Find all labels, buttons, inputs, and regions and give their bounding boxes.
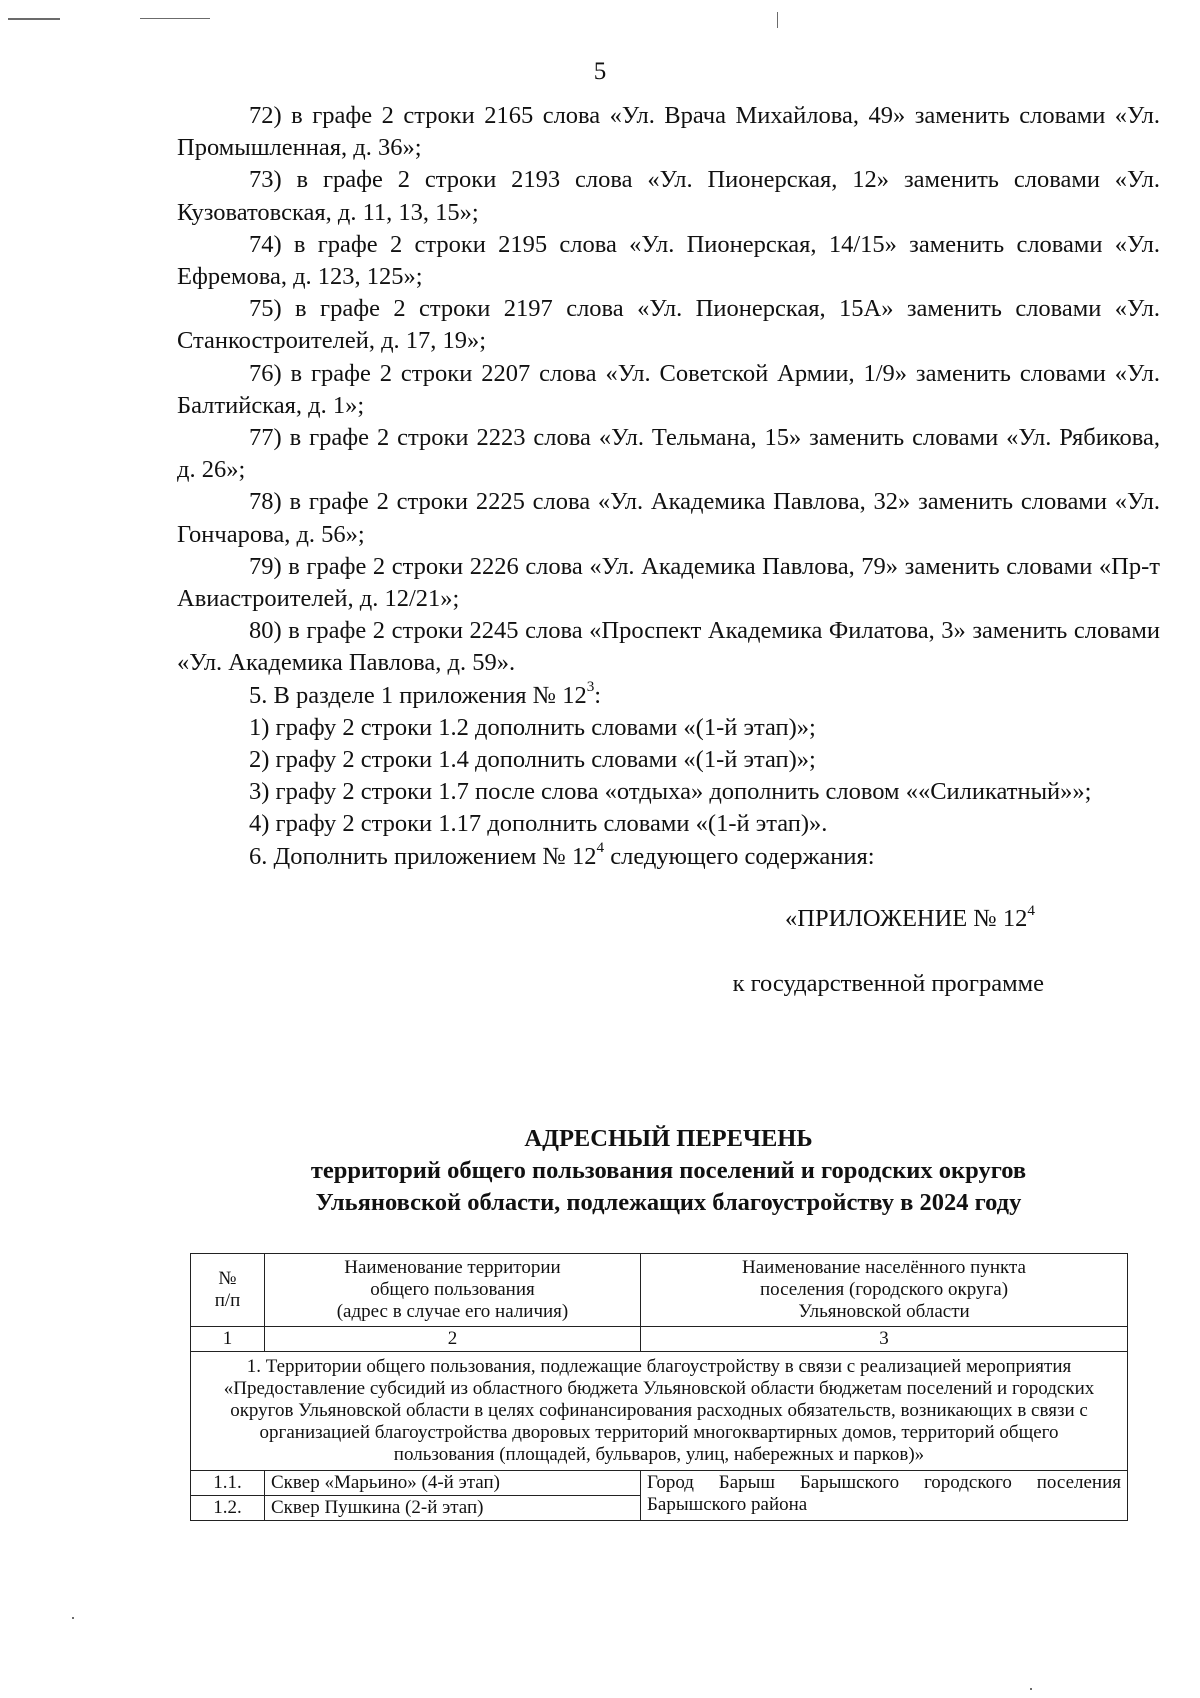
scan-speck [8, 18, 60, 20]
section-6-paragraph [177, 841, 1160, 873]
scan-speck [777, 12, 778, 28]
section-6-superscript: 4 [596, 839, 605, 857]
heading-title: АДРЕСНЫЙ ПЕРЕЧЕНЬ [524, 1125, 813, 1152]
amendment-item-76: 76) в графе 2 строки 2207 слова «Ул. Советской Армии, 1/9» заменить словами «Ул. Балтийская, д. 1»; [177, 359, 1160, 419]
appendix-title-superscript: 4 [1027, 901, 1035, 919]
scan-speck [140, 18, 210, 19]
page-number: 5 [593, 58, 607, 85]
scan-speck [1030, 1688, 1032, 1690]
section-5-superscript: 3 [586, 678, 595, 696]
table-column-numbers-row [191, 1327, 1128, 1352]
appendix-title-text: «ПРИЛОЖЕНИЕ № 12 [785, 905, 1028, 932]
sub-item-1: 1) графу 2 строки 1.2 дополнить словами «(1-й этап)»; [249, 713, 816, 741]
sub-item-4: 4) графу 2 строки 1.17 дополнить словами «(1-й этап)». [249, 810, 828, 838]
amendment-item-79: 79) в графе 2 строки 2226 слова «Ул. Академика Павлова, 79» заменить словами «Пр-т Авиастроителей, д. 12/21»; [177, 552, 1160, 613]
territory-name: Сквер «Марьино» (4-й этап) [265, 1471, 641, 1496]
heading-line-2: территорий общего пользования поселений и городских округов [310, 1157, 1027, 1184]
sub-item-2: 2) графу 2 строки 1.4 дополнить словами «(1-й этап)»; [249, 746, 816, 774]
header-number: № п/п [191, 1254, 265, 1327]
table-row [191, 1471, 1128, 1496]
row-number: 1.2. [191, 1496, 265, 1521]
appendix-title [785, 901, 1035, 933]
section-5-text: 5. В разделе 1 приложения № 12 [249, 681, 587, 709]
column-number-2: 2 [265, 1327, 641, 1352]
table-header-row [191, 1254, 1128, 1327]
amendment-item-78: 78) в графе 2 строки 2225 слова «Ул. Академика Павлова, 32» заменить словами «Ул. Гончарова, д. 56»; [177, 488, 1160, 548]
row-number: 1.1. [191, 1471, 265, 1496]
heading-line-3: Ульяновской области, подлежащих благоустройству в 2024 году [315, 1189, 1022, 1216]
amendment-item-72: 72) в графе 2 строки 2165 слова «Ул. Врача Михайлова, 49» заменить словами «Ул. Промышленная, д. 36»; [177, 102, 1160, 162]
amendment-item-77: 77) в графе 2 строки 2223 слова «Ул. Тельмана, 15» заменить словами «Ул. Рябикова, д. 26»; [177, 424, 1160, 484]
column-number-1: 1 [191, 1327, 265, 1352]
header-territory-name: Наименование территории общего пользования (адрес в случае его наличия) [265, 1254, 641, 1327]
territory-name: Сквер Пушкина (2-й этап) [265, 1496, 641, 1521]
header-settlement-name: Наименование населённого пункта поселения (городского округа) Ульяновской области [641, 1254, 1128, 1327]
column-number-3: 3 [641, 1327, 1128, 1352]
appendix-subtitle: к государственной программе [732, 970, 1044, 997]
document-heading [177, 1123, 1160, 1219]
amendment-list [177, 100, 1160, 873]
settlement-name: Город Барыш Барышского городского поселения Барышского района [641, 1471, 1128, 1521]
section-description: 1. Территории общего пользования, подлежащие благоустройству в связи с реализацией мероприятия «Предоставление субсидий из областного бюджета Ульяновской области бюджетам поселений и городских округов Ульяновской области в целях софинансирования расходных обязательств, возникающих в связи с организацией благоустройства дворовых территорий многоквартирных домов, территорий общего пользования (площадей, бульваров, улиц, набережных и парков)» [191, 1352, 1128, 1471]
section-6-text: 6. Дополнить приложением № 12 [249, 842, 597, 870]
amendment-item-75: 75) в графе 2 строки 2197 слова «Ул. Пионерская, 15А» заменить словами «Ул. Станкостроителей, д. 17, 19»; [177, 295, 1160, 355]
section-5-paragraph [177, 680, 1160, 712]
sub-item-3: 3) графу 2 строки 1.7 после слова «отдыха» дополнить словом ««Силикатный»»; [249, 778, 1092, 806]
address-table [190, 1253, 1128, 1521]
amendment-item-80: 80) в графе 2 строки 2245 слова «Проспект Академика Филатова, 3» заменить словами «Ул. Академика Павлова, д. 59». [177, 617, 1160, 677]
scan-speck [72, 1617, 74, 1619]
section-6-tail: следующего содержания: [604, 842, 875, 870]
amendment-item-74: 74) в графе 2 строки 2195 слова «Ул. Пионерская, 14/15» заменить словами «Ул. Ефремова, д. 123, 125»; [177, 230, 1160, 291]
amendment-item-73: 73) в графе 2 строки 2193 слова «Ул. Пионерская, 12» заменить словами «Ул. Кузоватовская, д. 11, 13, 15»; [177, 166, 1160, 226]
section-5-tail: : [594, 681, 602, 709]
table-section-row [191, 1352, 1128, 1471]
